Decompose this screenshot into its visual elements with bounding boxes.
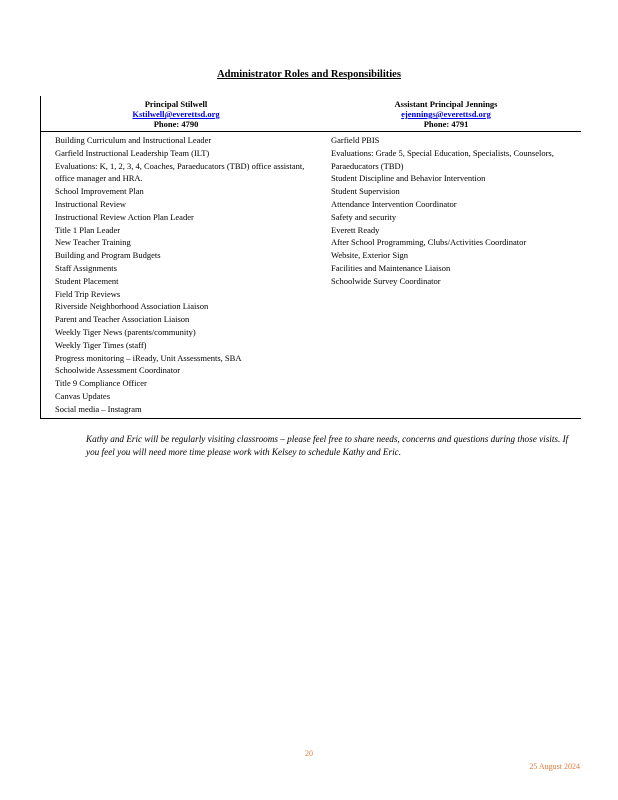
- bullet-icon: [321, 147, 331, 173]
- bullet-icon: [45, 160, 55, 186]
- list-item-text: School Improvement Plan: [55, 186, 144, 197]
- bullet-icon: [45, 339, 55, 352]
- bullet-icon: [45, 288, 55, 301]
- list-item-text: Parent and Teacher Association Liaison: [55, 314, 190, 325]
- bullet-icon: [45, 352, 55, 365]
- bullet-icon: [45, 364, 55, 377]
- bullet-icon: [45, 262, 55, 275]
- list-item-text: Building and Program Budgets: [55, 250, 161, 261]
- list-item: [45, 249, 305, 262]
- bullet-icon: [45, 147, 55, 160]
- list-item-text: Garfield Instructional Leadership Team (ILT): [55, 147, 210, 158]
- list-item: [45, 211, 305, 224]
- bullet-icon: [321, 249, 331, 262]
- bullet-icon: [321, 185, 331, 198]
- list-item: [321, 198, 581, 211]
- list-item: [45, 262, 305, 275]
- list-item-text: Evaluations: K, 1, 2, 3, 4, Coaches, Paraeducators (TBD) office assistant, office manager and HRA.: [55, 160, 305, 184]
- list-item-text: Building Curriculum and Instructional Leader: [55, 135, 212, 145]
- list-item-text: Progress monitoring – iReady, Unit Assessments, SBA: [55, 352, 242, 363]
- bullet-icon: [45, 390, 55, 403]
- footer-date: 25 August 2024: [529, 762, 580, 771]
- list-item: [45, 236, 305, 249]
- list-item-text: Evaluations: Grade 5, Special Education, Specialists, Counselors, Paraeducators (TBD): [331, 147, 554, 171]
- list-item: [321, 172, 581, 185]
- list-item-text: Website, Exterior Sign: [331, 250, 408, 261]
- list-item: [321, 249, 581, 262]
- list-item: [45, 364, 305, 377]
- list-item: [321, 236, 581, 249]
- bullet-icon: [45, 300, 55, 313]
- list-item-text: Weekly Tiger Times (staff): [55, 339, 147, 350]
- list-item-text: Instructional Review Action Plan Leader: [55, 211, 194, 222]
- bullet-icon: [45, 211, 55, 224]
- list-item: [45, 147, 305, 160]
- bullet-icon: [45, 224, 55, 237]
- bullet-icon: [45, 377, 55, 390]
- list-item-text: Facilities and Maintenance Liaison: [331, 262, 451, 273]
- principal-header: [41, 96, 311, 131]
- list-item: [45, 390, 305, 403]
- roles-table: [40, 96, 581, 419]
- list-item: [45, 224, 305, 237]
- list-item-text: Riverside Neighborhood Association Liaison: [55, 301, 209, 312]
- assistant-responsibilities: [305, 134, 581, 416]
- list-item: [321, 275, 581, 288]
- list-item: [321, 147, 581, 173]
- list-item-text: Staff Assignments: [55, 262, 117, 273]
- bullet-icon: [45, 236, 55, 249]
- list-item: [45, 339, 305, 352]
- list-item-text: Student Placement: [55, 275, 119, 286]
- list-item-text: Social media – Instagram: [55, 403, 142, 414]
- principal-email-link[interactable]: Kstilwell@everettsd.org: [132, 109, 220, 119]
- list-item: [321, 134, 581, 147]
- list-item: [45, 326, 305, 339]
- list-item-text: Field Trip Reviews: [55, 288, 121, 299]
- list-item-text: Canvas Updates: [55, 390, 111, 401]
- bullet-icon: [45, 403, 55, 416]
- bullet-icon: [321, 224, 331, 237]
- assistant-email-link[interactable]: ejennings@everettsd.org: [401, 109, 491, 119]
- bullet-icon: [45, 134, 55, 147]
- bullet-icon: [45, 185, 55, 198]
- bullet-icon: [321, 262, 331, 275]
- bullet-icon: [321, 236, 331, 249]
- bullet-icon: [45, 313, 55, 326]
- list-item-text: Schoolwide Survey Coordinator: [331, 275, 441, 286]
- list-item: [45, 275, 305, 288]
- bullet-icon: [45, 275, 55, 288]
- list-item: [45, 313, 305, 326]
- assistant-phone: Phone: 4791: [423, 119, 469, 129]
- bullet-icon: [321, 172, 331, 185]
- list-item-text: Safety and security: [331, 211, 397, 222]
- list-item-text: Attendance Intervention Coordinator: [331, 198, 457, 209]
- bullet-icon: [321, 275, 331, 288]
- bullet-icon: [321, 198, 331, 211]
- list-item-text: New Teacher Training: [55, 237, 131, 248]
- bullet-icon: [321, 134, 331, 147]
- list-item: [321, 211, 581, 224]
- list-item: [321, 262, 581, 275]
- page-title: Administrator Roles and Responsibilities: [217, 69, 401, 80]
- list-item: [45, 352, 305, 365]
- visit-note: [68, 433, 578, 459]
- list-item-text: Student Discipline and Behavior Intervention: [331, 173, 486, 184]
- list-item-text: After School Programming, Clubs/Activities Coordinator: [331, 237, 527, 248]
- list-item: [45, 403, 305, 416]
- list-item: [45, 300, 305, 313]
- list-item-text: Weekly Tiger News (parents/community): [55, 326, 196, 337]
- list-item: [45, 134, 305, 147]
- table-body: [41, 132, 581, 418]
- principal-name: Principal Stilwell: [144, 99, 208, 109]
- bullet-icon: [45, 326, 55, 339]
- list-item: [321, 185, 581, 198]
- list-item: [45, 160, 305, 186]
- principal-phone: Phone: 4790: [153, 119, 199, 129]
- bullet-icon: [68, 433, 86, 459]
- list-item-text: Title 9 Compliance Officer: [55, 378, 147, 389]
- page-number: 20: [305, 749, 313, 758]
- assistant-header: [311, 96, 581, 131]
- list-item-text: Everett Ready: [331, 224, 380, 235]
- list-item-text: Student Supervision: [331, 186, 400, 197]
- list-item-text: Title 1 Plan Leader: [55, 224, 121, 235]
- list-item: [45, 198, 305, 211]
- list-item: [321, 224, 581, 237]
- bullet-icon: [45, 198, 55, 211]
- list-item: [45, 185, 305, 198]
- bullet-icon: [321, 211, 331, 224]
- list-item-text: Instructional Review: [55, 198, 127, 209]
- list-item-text: Garfield PBIS: [331, 135, 380, 145]
- assistant-name: Assistant Principal Jennings: [394, 99, 498, 109]
- table-header: [41, 96, 581, 132]
- bullet-icon: [45, 249, 55, 262]
- list-item: [45, 288, 305, 301]
- visit-note-text: Kathy and Eric will be regularly visiting classrooms – please feel free to share needs, concerns and questions during those visits. If you feel you will need more time please work with Kelsey to schedule Kathy and Eric.: [86, 434, 569, 457]
- list-item: [45, 377, 305, 390]
- principal-responsibilities: [41, 134, 305, 416]
- list-item-text: Schoolwide Assessment Coordinator: [55, 365, 181, 376]
